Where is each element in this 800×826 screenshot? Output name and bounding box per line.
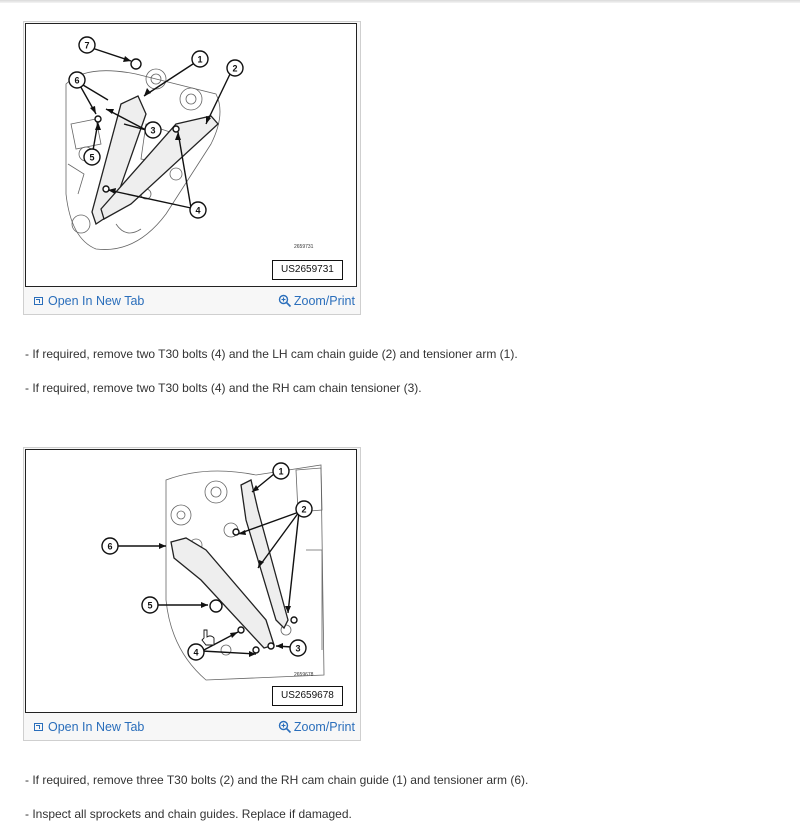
figure-2-illustration[interactable] <box>25 449 357 713</box>
zoom-icon <box>278 720 292 734</box>
open-in-new-tab-label: Open In New Tab <box>48 720 145 734</box>
open-in-new-tab-link[interactable] <box>34 294 144 308</box>
figure-2-image-code: US2659678 <box>272 686 343 706</box>
callout-1: 1 <box>278 466 284 477</box>
figure-1-small-code: 2659731 <box>294 244 314 250</box>
figure-1-footer <box>24 288 360 314</box>
open-in-new-tab-link[interactable] <box>34 720 144 734</box>
callout-5: 5 <box>89 152 95 163</box>
hand-cursor-icon <box>202 630 214 645</box>
figure-1 <box>23 21 361 315</box>
callout-7: 7 <box>84 40 90 51</box>
step-text-2: - If required, remove two T30 bolts (4) and the RH cam chain tensioner (3). <box>25 381 422 395</box>
callout-2: 2 <box>301 504 307 515</box>
callout-6: 6 <box>107 541 113 552</box>
figure-1-image-code: US2659731 <box>272 260 343 280</box>
open-in-new-tab-label: Open In New Tab <box>48 294 145 308</box>
callout-3: 3 <box>150 125 156 136</box>
callout-3: 3 <box>295 643 301 654</box>
open-new-tab-icon <box>34 723 43 731</box>
figure-2-footer <box>24 714 360 740</box>
callout-4: 4 <box>193 647 199 658</box>
callout-4: 4 <box>195 205 201 216</box>
step-text-1: - If required, remove two T30 bolts (4) and the LH cam chain guide (2) and tensioner arm (1). <box>25 347 518 361</box>
zoom-print-label: Zoom/Print <box>293 720 355 734</box>
callout-5: 5 <box>147 600 153 611</box>
figure-2 <box>23 447 361 741</box>
zoom-print-link[interactable] <box>278 720 355 734</box>
figure-2-small-code: 2659678 <box>294 672 314 678</box>
zoom-print-label: Zoom/Print <box>293 294 355 308</box>
callout-2: 2 <box>232 63 238 74</box>
zoom-icon <box>278 294 292 308</box>
zoom-print-link[interactable] <box>278 294 355 308</box>
step-text-4: - Inspect all sprockets and chain guides. Replace if damaged. <box>25 807 352 821</box>
open-new-tab-icon <box>34 297 43 305</box>
top-shadow-bar <box>0 0 800 3</box>
figure-1-illustration[interactable] <box>25 23 357 287</box>
step-text-3: - If required, remove three T30 bolts (2) and the RH cam chain guide (1) and tensioner arm (6). <box>25 773 529 787</box>
callout-6: 6 <box>74 75 80 86</box>
callout-1: 1 <box>197 54 203 65</box>
